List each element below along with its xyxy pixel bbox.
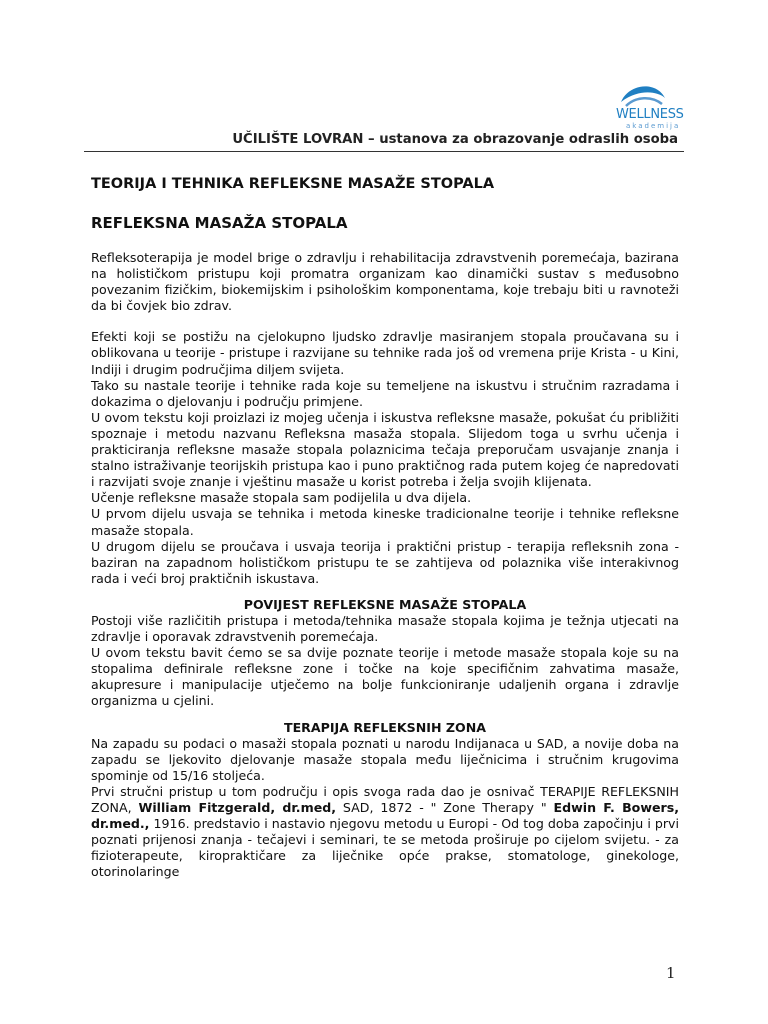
header-divider	[84, 151, 684, 152]
section-heading-history: POVIJEST REFLEKSNE MASAŽE STOPALA	[243, 596, 527, 612]
document-subtitle: REFLEKSNA MASAŽA STOPALA	[91, 214, 348, 232]
institution-description: – ustanova za obrazovanje odraslih osoba	[363, 132, 678, 147]
logo-sub: akademija	[626, 122, 681, 130]
institution-header	[190, 132, 678, 147]
paragraph: Refleksoterapija je model brige o zdravlju i rehabilitacija zdravstvenih poremećaja, bazirana na holističkom pristupu koji promatra organizam kao dinamički sustav s međusobno povezanim fizičkim, biokemijskim i psihološkim komponentama, koje trebaju biti u ravnoteži da bi čovjek bio zdrav.	[91, 250, 679, 314]
institution-name: UČILIŠTE LOVRAN	[232, 132, 364, 147]
paragraph: Efekti koji se postižu na cjelokupno ljudsko zdravlje masiranjem stopala proučavana su i oblikovana u teorije - pristupe i razvijane su tehnike rada još od vremena prije Krista - u Kini, Indiji i drugim područjima diljem svijeta.	[91, 329, 679, 377]
wave-logo-icon	[618, 80, 668, 110]
section-heading-zone-therapy: TERAPIJA REFLEKSNIH ZONA	[283, 719, 486, 735]
page-number: 1	[666, 964, 676, 982]
paragraph: Postoji više različitih pristupa i metoda/tehnika masaže stopala kojima je težnja utjecati na zdravlje i oporavak zdravstvenih poremećaja.	[91, 612, 679, 645]
name-bowers: Edwin F. Bowers, dr.med.,	[91, 800, 679, 832]
paragraph: Učenje refleksne masaže stopala sam podijelila u dva dijela.	[91, 490, 472, 506]
paragraph: U drugom dijelu se proučava i usvaja teorija i praktični pristup - terapija refleksnih zona - baziran na zapadnom holističkom pristupu te se zahtijeva od polaznika više interakivnog rada i veći broj praktičnih iskustava.	[91, 538, 679, 586]
wellness-logo	[604, 80, 684, 132]
logo-brand: WELLNESS	[616, 107, 684, 122]
name-fitzgerald: William Fitzgerald, dr.med,	[138, 800, 337, 815]
paragraph: Na zapadu su podaci o masaži stopala poznati u narodu Indijanaca u SAD, a novije doba na zapadu se ljekovito djelovanje masaže stopala među liječnicima i stručnim krugovima spominje od 15/16 stoljeća.	[91, 735, 679, 783]
paragraph: U ovom tekstu bavit ćemo se sa dvije poznate teorije i metode masaže stopala koje su na stopalima definirale refleksne zone i točke na koje specifičnim zahvatima masaže, akupresure i manipulacije utječemo na bolje funkcioniranje udaljenih organa i zdravlje organizma u cjelini.	[91, 645, 679, 709]
paragraph-founders: Prvi stručni pristup u tom području i opis svoga rada dao je osnivač TERAPIJE REFLEKSNIH ZONA, William Fitzgerald, dr.med, SAD, 1872 - " Zone Therapy " Edwin F. Bowers, dr.med., 1916. predstavio i nastavio njegovu metodu u Europi - Od tog doba započinju i prvi poznati prijenosi znanja - tečajevi i seminari, te se metoda proširuje po cijelom svijetu. - za fizioterapeute, kiropraktičare za liječnike opće prakse, stomatologe, ginekologe, otorinolaringe	[91, 783, 679, 880]
paragraph: Tako su nastale teorije i tehnike rada koje su temeljene na iskustvu i stručnim razradama i dokazima o djelovanju i području primjene.	[91, 377, 679, 409]
document-body	[91, 250, 679, 880]
paragraph: U prvom dijelu usvaja se tehnika i metoda kineske tradicionalne teorije i tehnike refleksne masaže stopala.	[91, 506, 679, 538]
document-title: TEORIJA I TEHNIKA REFLEKSNE MASAŽE STOPALA	[91, 176, 495, 192]
paragraph: U ovom tekstu koji proizlazi iz mojeg učenja i iskustva refleksne masaže, pokušat ću približiti spoznaje i metodu nazvanu Refleksna masaža stopala. Slijedom toga u svrhu učenja i prakticiranja refleksne masaže stopala polaznicima tečaja preporučam usvajanje znanja i stalno istraživanje teorijskih pristupa kao i puno praktičnog rada putem kojeg će napredovati i razvijati svoje znanje i vještinu masaže u korist potreba i želja svojih klijenata.	[91, 409, 679, 490]
